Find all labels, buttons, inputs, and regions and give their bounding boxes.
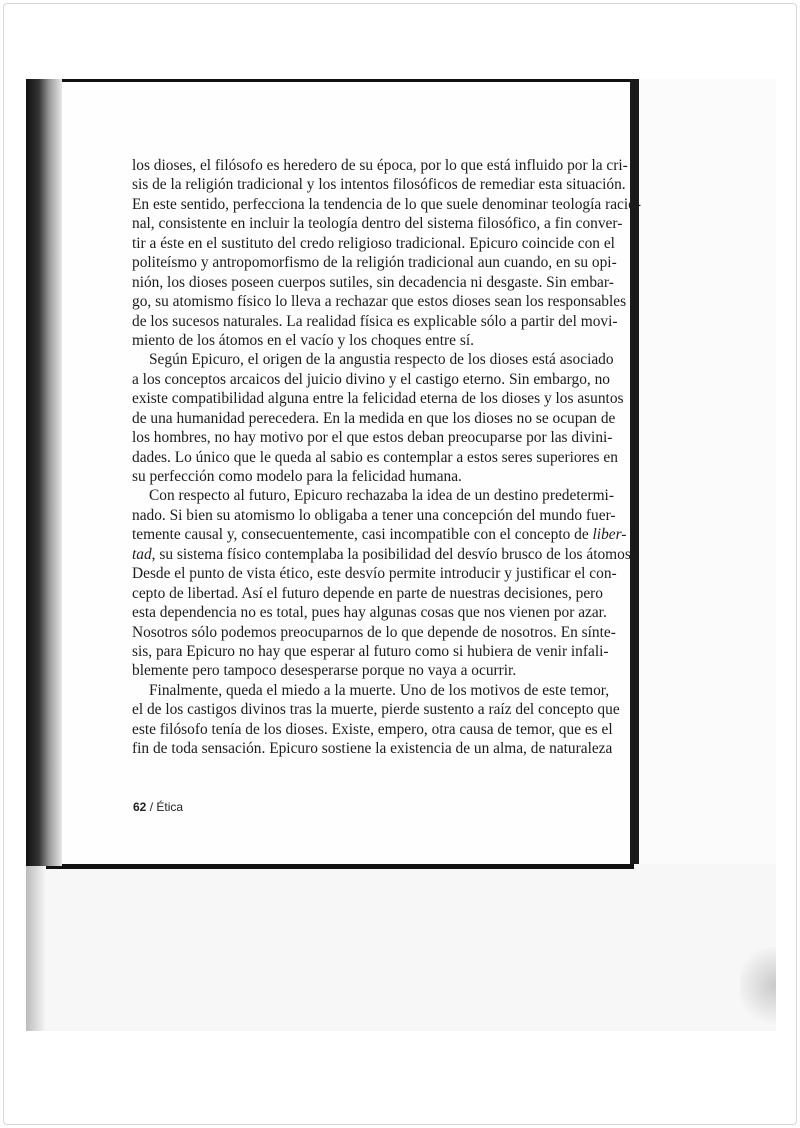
text-line <box>132 661 603 680</box>
text-line <box>132 428 613 447</box>
text-line <box>132 603 607 622</box>
scan-corner-shadow <box>740 940 776 1030</box>
text-line <box>132 350 614 369</box>
text-line <box>132 700 620 719</box>
text-line <box>132 273 614 292</box>
line-text: esta dependencia no es total, pues hay algunas cosas que nos vienen por azar. <box>132 604 607 622</box>
book-title: Ética <box>156 800 184 814</box>
line-text: Según Epicuro, el origen de la angustia respecto de los dioses está asociado <box>149 351 614 369</box>
text-line <box>132 739 613 758</box>
line-text: dades. Lo único que le queda al sabio es contemplar a estos seres superiores en <box>132 448 618 466</box>
line-text: tir a éste en el sustituto del credo religioso tradicional. Epicuro coincide con el <box>132 234 615 252</box>
line-text: nión, los dioses poseen cuerpos sutiles, sin decadencia ni desgaste. Sin embar- <box>132 273 614 291</box>
line-text: de una humanidad perecedera. En la medida en que los dioses no se ocupan de <box>132 409 616 427</box>
line-text: go, su atomismo físico lo lleva a rechazar que estos dioses sean los responsables <box>132 293 627 311</box>
footer-separator: / <box>149 800 154 814</box>
line-text: Con respecto al futuro, Epicuro rechazaba la idea de un destino predetermi- <box>149 487 614 505</box>
text-line <box>132 486 614 505</box>
text-line <box>132 681 610 700</box>
line-text: el de los castigos divinos tras la muerte, pierde sustento a raíz del concepto que <box>132 701 620 719</box>
line-text: fin de toda sensación. Epicuro sostiene la existencia de un alma, de naturaleza <box>132 740 613 758</box>
line-text: Finalmente, queda el miedo a la muerte. Uno de los motivos de este temor, <box>149 681 610 699</box>
line-text: politeísmo y antropomorfismo de la religión tradicional aun cuando, en su opi- <box>132 254 617 272</box>
text-line <box>132 253 617 272</box>
text-line <box>132 564 617 583</box>
line-text: miento de los átomos en el vacío y los choques entre sí. <box>132 331 474 349</box>
line-text: de los sucesos naturales. La realidad física es explicable sólo a partir del movi- <box>132 312 618 330</box>
text-line <box>132 467 603 486</box>
text-line <box>132 234 615 253</box>
text-line <box>132 156 628 175</box>
text-line <box>132 720 613 739</box>
line-text: a los conceptos arcaicos del juicio divino y el castigo eterno. Sin embargo, no <box>132 370 610 388</box>
line-text: , su sistema físico contemplaba la posibilidad del desvío brusco de los átomos. <box>151 545 635 563</box>
text-line <box>132 642 609 661</box>
line-text: los dioses, el filósofo es heredero de su época, por lo que está influido por la cri- <box>132 157 628 174</box>
facing-page <box>639 79 776 864</box>
text-line <box>132 448 618 467</box>
page-number: 62 <box>133 800 147 814</box>
text-line <box>132 292 627 311</box>
scan-edge-shadow <box>26 866 46 1031</box>
text-line <box>132 389 624 408</box>
text-line <box>132 331 603 350</box>
line-text: nal, consistente en incluir la teología dentro del sistema filosófico, a fin conver- <box>132 215 623 233</box>
line-text: blemente pero tampoco desesperarse porque no vaya a ocurrir. <box>132 662 517 680</box>
line-text: los hombres, no hay motivo por el que estos deban preocuparse por las divini- <box>132 429 613 447</box>
line-text: En este sentido, perfecciona la tendencia de lo que suele denominar teología racio- <box>132 195 641 213</box>
text-line <box>132 409 616 428</box>
text-line <box>132 623 616 642</box>
text-line <box>132 195 641 214</box>
text-line <box>132 214 623 233</box>
text-line <box>132 370 610 389</box>
line-text: temente causal y, consecuentemente, casi incompatible con el concepto de <box>132 526 593 544</box>
line-text: Nosotros sólo podemos preocuparnos de lo que depende de nosotros. En sínte- <box>132 623 616 641</box>
text-line <box>132 584 603 603</box>
line-text: su perfección como modelo para la felicidad humana. <box>132 468 462 485</box>
italic-text: tad <box>132 545 152 563</box>
line-text: Desde el punto de vista ético, este desvío permite introducir y justificar el con- <box>132 565 617 583</box>
page-edge-shadow <box>26 79 62 866</box>
line-text: nado. Si bien su atomismo lo obligaba a tener una concepción del mundo fuer- <box>132 506 616 524</box>
text-line <box>132 525 627 544</box>
text-line <box>132 175 626 194</box>
text-line <box>132 506 616 525</box>
line-text: sis, para Epicuro no hay que esperar al futuro como si hubiera de venir infali- <box>132 642 609 660</box>
line-text: sis de la religión tradicional y los intentos filosóficos de remediar esta situación. <box>132 176 626 194</box>
page-footer <box>133 800 183 814</box>
text-line <box>132 312 618 331</box>
line-text: existe compatibilidad alguna entre la felicidad eterna de los dioses y los asuntos <box>132 390 624 408</box>
body-text <box>132 156 641 759</box>
text-line <box>132 545 635 564</box>
line-text: este filósofo tenía de los dioses. Existe, empero, otra causa de temor, que es el <box>132 720 613 738</box>
line-text: cepto de libertad. Así el futuro depende en parte de nuestras decisiones, pero <box>132 584 603 602</box>
italic-text: liber- <box>592 526 627 544</box>
